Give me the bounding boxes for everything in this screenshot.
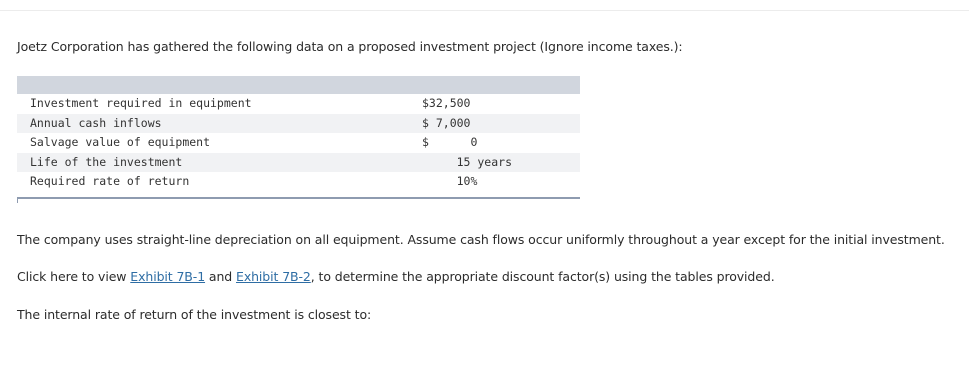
row-value-rate: 10% [422, 174, 478, 188]
table-row [17, 114, 580, 134]
depreciation-paragraph: The company uses straight-line depreciation on all equipment. Assume cash flows occur uniformly throughout a year except for the initial investment. [17, 232, 945, 247]
table-row [17, 153, 580, 173]
row-label-rate: Required rate of return [30, 174, 190, 188]
question-text: The internal rate of return of the investment is closest to: [17, 307, 372, 322]
table-row [17, 133, 580, 153]
exhibit-middle: and [205, 269, 237, 284]
row-value-salvage: $ 0 [422, 135, 478, 149]
row-label-cash-inflows: Annual cash inflows [30, 115, 162, 130]
table-row [17, 172, 580, 192]
exhibit-instructions [17, 269, 775, 284]
investment-data-table [17, 76, 580, 192]
row-value-life: 15 years [422, 154, 513, 169]
row-label-life: Life of the investment [30, 154, 183, 169]
table-bottom-border [17, 197, 580, 203]
row-value-investment: $32,500 [422, 96, 471, 110]
table-row [17, 94, 580, 114]
top-divider [0, 10, 969, 11]
problem-intro: Joetz Corporation has gathered the following data on a proposed investment project (Ignore income taxes.): [17, 39, 683, 54]
exhibit-7b-2-link[interactable]: Exhibit 7B-2 [236, 269, 311, 284]
row-value-cash-inflows: $ 7,000 [422, 115, 471, 130]
row-label-investment: Investment required in equipment [30, 96, 252, 110]
exhibit-prefix: Click here to view [17, 269, 131, 284]
exhibit-7b-1-link[interactable]: Exhibit 7B-1 [130, 269, 206, 284]
row-label-salvage: Salvage value of equipment [30, 135, 211, 149]
exhibit-suffix: , to determine the appropriate discount factor(s) using the tables provided. [310, 269, 775, 284]
table-header [17, 76, 580, 94]
